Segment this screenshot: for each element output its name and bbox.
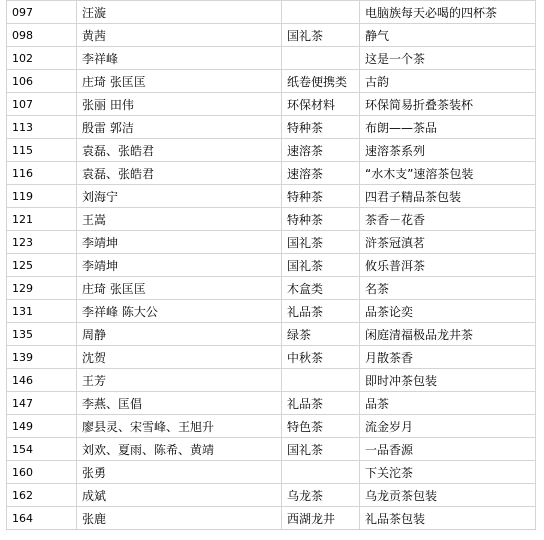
- category-cell: 礼品茶: [282, 300, 360, 323]
- title-cell: 下关沱茶: [360, 461, 536, 484]
- author-cell: 沈贺: [77, 346, 282, 369]
- category-cell: 国礼茶: [282, 24, 360, 47]
- title-cell: “水木支”速溶茶包装: [360, 162, 536, 185]
- author-cell: 袁磊、张皓君: [77, 139, 282, 162]
- author-cell: 周静: [77, 323, 282, 346]
- author-cell: 汪漩: [77, 1, 282, 24]
- author-cell: 刘海宁: [77, 185, 282, 208]
- table-row: [7, 277, 536, 300]
- title-cell: 环保简易折叠茶装杯: [360, 93, 536, 116]
- author-cell: 李燕、匡倡: [77, 392, 282, 415]
- table-row: [7, 392, 536, 415]
- category-cell: 特种茶: [282, 208, 360, 231]
- entry-number-cell: 149: [7, 415, 77, 438]
- category-cell: 国礼茶: [282, 438, 360, 461]
- title-cell: 电脑族每天必喝的四杯茶: [360, 1, 536, 24]
- title-cell: 品茶论奕: [360, 300, 536, 323]
- entries-table: [6, 0, 536, 530]
- category-cell: 乌龙茶: [282, 484, 360, 507]
- title-cell: 乌龙贡茶包装: [360, 484, 536, 507]
- title-cell: 茶香－花香: [360, 208, 536, 231]
- title-cell: 流金岁月: [360, 415, 536, 438]
- entry-number-cell: 162: [7, 484, 77, 507]
- entry-number-cell: 123: [7, 231, 77, 254]
- table-row: [7, 507, 536, 530]
- table-row: [7, 254, 536, 277]
- author-cell: 庄琦 张匡匡: [77, 70, 282, 93]
- table-row: [7, 185, 536, 208]
- entry-number-cell: 147: [7, 392, 77, 415]
- author-cell: 王芳: [77, 369, 282, 392]
- entry-number-cell: 146: [7, 369, 77, 392]
- category-cell: 木盒类: [282, 277, 360, 300]
- title-cell: 布朗——茶品: [360, 116, 536, 139]
- entry-number-cell: 116: [7, 162, 77, 185]
- entry-number-cell: 097: [7, 1, 77, 24]
- table-row: [7, 70, 536, 93]
- category-cell: 西湖龙井: [282, 507, 360, 530]
- category-cell: 礼品茶: [282, 392, 360, 415]
- title-cell: 这是一个茶: [360, 47, 536, 70]
- entry-number-cell: 107: [7, 93, 77, 116]
- title-cell: 礼品茶包装: [360, 507, 536, 530]
- table-row: [7, 162, 536, 185]
- category-cell: 绿茶: [282, 323, 360, 346]
- table-row: [7, 369, 536, 392]
- author-cell: 李靖坤: [77, 231, 282, 254]
- entry-number-cell: 106: [7, 70, 77, 93]
- table-row: [7, 93, 536, 116]
- author-cell: 黄茜: [77, 24, 282, 47]
- table-row: [7, 323, 536, 346]
- table-row: [7, 208, 536, 231]
- category-cell: 特种茶: [282, 116, 360, 139]
- title-cell: 速溶茶系列: [360, 139, 536, 162]
- category-cell: 环保材料: [282, 93, 360, 116]
- table-row: [7, 415, 536, 438]
- title-cell: 即时冲茶包装: [360, 369, 536, 392]
- table-row: [7, 116, 536, 139]
- entry-number-cell: 119: [7, 185, 77, 208]
- title-cell: 浒茶冠滇茗: [360, 231, 536, 254]
- category-cell: [282, 461, 360, 484]
- category-cell: 特色茶: [282, 415, 360, 438]
- author-cell: 张鹿: [77, 507, 282, 530]
- category-cell: 速溶茶: [282, 139, 360, 162]
- title-cell: 攸乐普洱茶: [360, 254, 536, 277]
- category-cell: 速溶茶: [282, 162, 360, 185]
- author-cell: 李祥峰: [77, 47, 282, 70]
- category-cell: [282, 1, 360, 24]
- author-cell: 庄琦 张匡匡: [77, 277, 282, 300]
- entry-number-cell: 131: [7, 300, 77, 323]
- entry-number-cell: 154: [7, 438, 77, 461]
- author-cell: 袁磊、张皓君: [77, 162, 282, 185]
- category-cell: [282, 369, 360, 392]
- title-cell: 一品香源: [360, 438, 536, 461]
- category-cell: 国礼茶: [282, 231, 360, 254]
- table-row: [7, 438, 536, 461]
- author-cell: 刘欢、夏雨、陈希、黄靖: [77, 438, 282, 461]
- entry-number-cell: 139: [7, 346, 77, 369]
- entries-table-body: [7, 1, 536, 530]
- category-cell: [282, 47, 360, 70]
- table-row: [7, 300, 536, 323]
- table-row: [7, 461, 536, 484]
- table-row: [7, 139, 536, 162]
- table-row: [7, 24, 536, 47]
- category-cell: 特种茶: [282, 185, 360, 208]
- title-cell: 月散茶香: [360, 346, 536, 369]
- author-cell: 王嵩: [77, 208, 282, 231]
- table-row: [7, 1, 536, 24]
- table-row: [7, 231, 536, 254]
- title-cell: 四君子精品茶包装: [360, 185, 536, 208]
- title-cell: 古韵: [360, 70, 536, 93]
- author-cell: 张勇: [77, 461, 282, 484]
- entry-number-cell: 098: [7, 24, 77, 47]
- table-row: [7, 346, 536, 369]
- category-cell: 国礼茶: [282, 254, 360, 277]
- author-cell: 成斌: [77, 484, 282, 507]
- author-cell: 张丽 田伟: [77, 93, 282, 116]
- category-cell: 中秋茶: [282, 346, 360, 369]
- entry-number-cell: 129: [7, 277, 77, 300]
- author-cell: 李靖坤: [77, 254, 282, 277]
- title-cell: 静气: [360, 24, 536, 47]
- author-cell: 殷雷 郭洁: [77, 116, 282, 139]
- entry-number-cell: 115: [7, 139, 77, 162]
- entry-number-cell: 164: [7, 507, 77, 530]
- entry-number-cell: 121: [7, 208, 77, 231]
- title-cell: 名茶: [360, 277, 536, 300]
- entry-number-cell: 135: [7, 323, 77, 346]
- table-row: [7, 47, 536, 70]
- author-cell: 李祥峰 陈大公: [77, 300, 282, 323]
- category-cell: 纸卷便携类: [282, 70, 360, 93]
- entry-number-cell: 125: [7, 254, 77, 277]
- title-cell: 闲庭清福极品龙井茶: [360, 323, 536, 346]
- entry-number-cell: 102: [7, 47, 77, 70]
- title-cell: 品茶: [360, 392, 536, 415]
- entry-number-cell: 113: [7, 116, 77, 139]
- table-row: [7, 484, 536, 507]
- author-cell: 廖县灵、宋雪峰、王旭升: [77, 415, 282, 438]
- entry-number-cell: 160: [7, 461, 77, 484]
